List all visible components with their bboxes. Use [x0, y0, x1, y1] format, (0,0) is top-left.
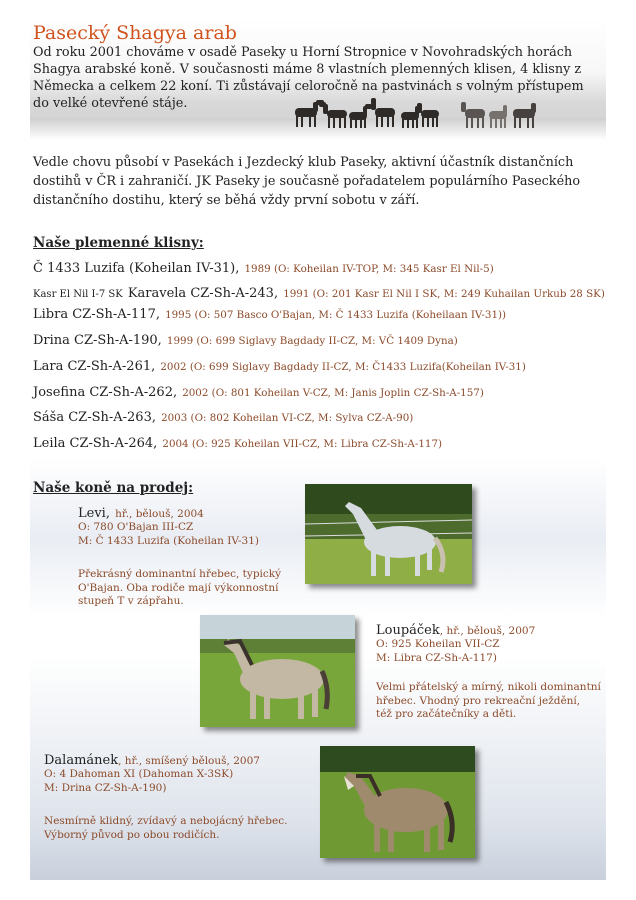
mare-item [33, 381, 484, 400]
sale-horse-levi [78, 502, 288, 609]
intro-paragraph: Od roku 2001 chováme v osadě Paseky u Horní Stropnice v Novohradských horách Shagya arabské koně. V současnosti máme 8 vlastních plemenných klisen, 4 klisny z Německa a celkem 22 koní. Ti zůstávají celoročně na pastvinách s volným přístupem do velké otevřené stáje. [33, 45, 584, 111]
mare-name: Č 1433 Luzifa (Koheilan IV-31), [33, 261, 240, 276]
mare-details: 1995 (O: 507 Basco O'Bajan, M: Č 1433 Luzifa (Koheilaan IV-31)) [165, 309, 507, 321]
mare-item [33, 329, 458, 348]
mare-prefix: Kasr El Nil I-7 SK [33, 289, 123, 300]
horse-dam: M: Drina CZ-Sh-A-190) [44, 781, 167, 794]
horse-sire: O: 4 Dahoman XI (Dahoman X-3SK) [44, 768, 234, 780]
horse-meta: , hř., smíšený bělouš, 2007 [118, 755, 260, 767]
mare-name: Leila CZ-Sh-A-264, [33, 436, 158, 451]
horse-dam: M: Č 1433 Luzifa (Koheilan IV-31) [78, 534, 259, 547]
horse-dam: M: Libra CZ-Sh-A-117) [376, 651, 497, 664]
horse-desc-line: stupeň T v zápřahu. [78, 595, 184, 607]
horse-desc-line: Překrásný dominantní hřebec, typický [78, 568, 282, 580]
mare-details: 2004 (O: 925 Koheilan VII-CZ, M: Libra CZ-Sh-A-117) [162, 438, 443, 450]
mare-name: Josefina CZ-Sh-A-262, [33, 385, 178, 400]
sale-heading: Naše koně na prodej: [33, 480, 194, 496]
mares-heading: Naše plemenné klisny: [33, 235, 204, 251]
mare-name: Sáša CZ-Sh-A-263, [33, 410, 156, 425]
mare-name: Drina CZ-Sh-A-190, [33, 333, 162, 348]
horse-desc-line: hřebec. Vhodný pro rekreační ježdění, [376, 694, 581, 707]
mare-details: 2003 (O: 802 Koheilan VI-CZ, M: Sylva CZ-A-90) [161, 412, 414, 424]
mare-name: Lara CZ-Sh-A-261, [33, 359, 156, 374]
horse-desc-line: Výborný původ po obou rodičích. [44, 828, 220, 841]
mare-details: 2002 (O: 801 Koheilan V-CZ, M: Janis Joplin CZ-Sh-A-157) [182, 387, 484, 399]
sale-horse-dalamanek [44, 749, 314, 842]
horse-sire: O: 780 O'Bajan III-CZ [78, 521, 194, 533]
mare-item [33, 257, 494, 276]
mare-item [33, 432, 442, 451]
sale-horse-loupacek [376, 619, 606, 722]
mare-item [33, 355, 526, 374]
mare-item [33, 406, 413, 425]
horse-photo-levi [305, 484, 472, 584]
mare-details: 1991 (O: 201 Kasr El Nil I SK, M: 249 Kuhailan Urkub 28 SK) [283, 288, 605, 300]
club-paragraph: Vedle chovu působí v Pasekách i Jezdecký klub Paseky, aktivní účastník distančních dostihů v ČR i zahraničí. JK Paseky je současně pořadatelem populárního Paseckého distančního dostihu, který se běhá vždy první sobotu v září. [33, 155, 581, 208]
horse-desc-line: též pro začátečníky a děti. [376, 708, 517, 720]
mare-name: Libra CZ-Sh-A-117, [33, 307, 160, 322]
mare-name: Karavela CZ-Sh-A-243, [127, 286, 279, 301]
mare-item [33, 282, 605, 301]
mare-details: 1999 (O: 699 Siglavy Bagdady II-CZ, M: VČ 1409 Dyna) [166, 335, 458, 347]
horse-meta: , hř., bělouš, 2007 [439, 625, 536, 637]
horse-desc-line: O'Bajan. Oba rodiče mají výkonnostní [78, 581, 279, 594]
mare-item [33, 303, 506, 322]
horse-name: Loupáček [376, 623, 440, 638]
horse-desc-line: Nesmírně klidný, zvídavý a nebojácný hřebec. [44, 815, 288, 827]
horse-desc-line: Velmi přátelský a mírný, nikoli dominantní [376, 681, 601, 693]
horse-name: Dalamánek [44, 753, 119, 768]
horse-meta: hř., bělouš, 2004 [115, 508, 204, 520]
horse-name: Levi, [78, 506, 110, 521]
mare-details: 2002 (O: 699 Siglavy Bagdady II-CZ, M: Č1433 Luzifa(Koheilan IV-31) [160, 361, 526, 373]
mare-details: 1989 (O: Koheilan IV-TOP, M: 345 Kasr El Nil-5) [244, 263, 494, 275]
horse-sire: O: 925 Koheilan VII-CZ [376, 638, 500, 650]
horse-photo-loupacek [200, 615, 355, 727]
horse-photo-dalamanek [320, 746, 475, 858]
page-title: Pasecký Shagya arab [33, 22, 237, 44]
